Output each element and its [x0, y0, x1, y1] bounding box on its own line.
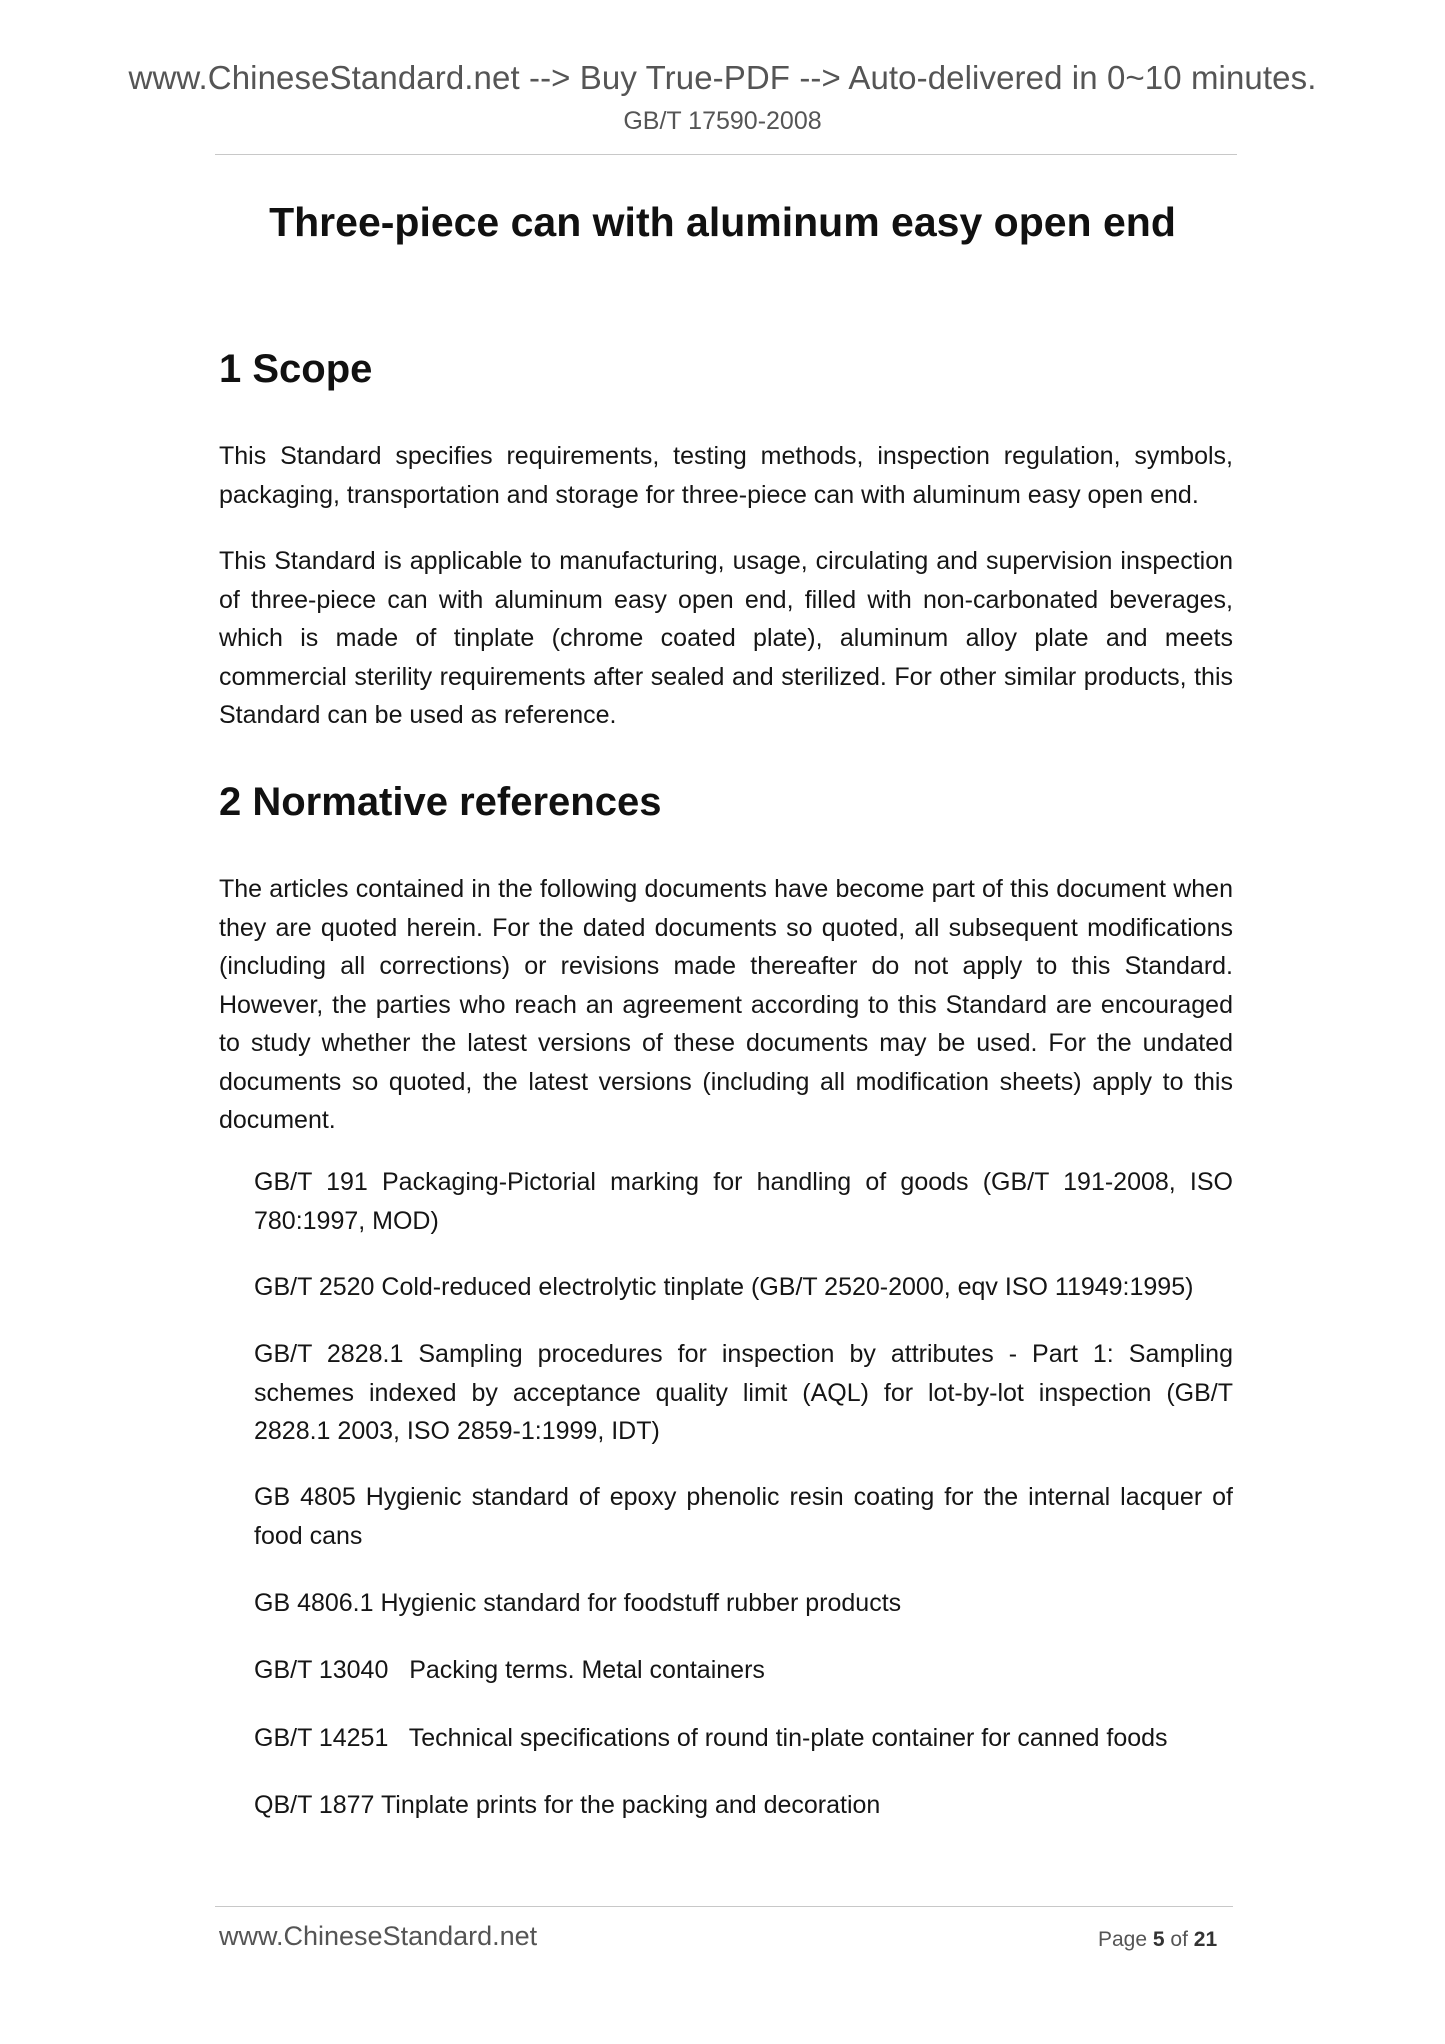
scope-paragraph-1: This Standard specifies requirements, testing methods, inspection regulation, symbols, packaging, transportation and storage for three-piece can with aluminum easy open end.	[219, 442, 1233, 509]
scope-paragraph-2: This Standard is applicable to manufacturing, usage, circulating and supervision inspection of three-piece can with aluminum easy open end, filled with non-carbonated beverages, which is made of tinplate (chrome coated plate), aluminum alloy plate and meets commercial sterility requirements after sealed and sterilized. For other similar products, this Standard can be used as reference.	[219, 547, 1233, 729]
footer-site-link[interactable]: www.ChineseStandard.net	[219, 1921, 538, 1951]
reference-item: GB/T 13040 Packing terms. Metal containers	[254, 1656, 765, 1684]
header-standard-number: GB/T 17590-2008	[623, 107, 822, 135]
reference-item: GB/T 14251 Technical specifications of round tin-plate container for canned foods	[254, 1724, 1168, 1752]
page-total: 21	[1193, 1928, 1218, 1951]
page-header	[0, 58, 1445, 138]
reference-item: GB/T 2520 Cold-reduced electrolytic tinplate (GB/T 2520-2000, eqv ISO 11949:1995)	[254, 1273, 1194, 1301]
section-heading-scope: 1 Scope	[219, 347, 373, 391]
reference-item: GB 4806.1 Hygienic standard for foodstuff rubber products	[254, 1589, 902, 1617]
reference-item: GB 4805 Hygienic standard of epoxy phenolic resin coating for the internal lacquer of food cans	[254, 1483, 1233, 1550]
references-intro-paragraph: The articles contained in the following documents have become part of this document when they are quoted herein. For the dated documents so quoted, all subsequent modifications (including all corrections) or revisions made thereafter do not apply to this Standard. However, the parties who reach an agreement according to this Standard are encouraged to study whether the latest versions of these documents may be used. For the undated documents so quoted, the latest versions (including all modification sheets) apply to this document.	[219, 875, 1233, 1134]
header-banner: www.ChineseStandard.net --> Buy True-PDF --> Auto-delivered in 0~10 minutes.	[128, 59, 1317, 96]
footer-divider	[215, 1906, 1233, 1907]
page-indicator	[1098, 1928, 1217, 1952]
reference-item: QB/T 1877 Tinplate prints for the packing and decoration	[254, 1791, 881, 1819]
section-heading-normative-references: 2 Normative references	[219, 780, 662, 824]
document-title: Three-piece can with aluminum easy open end	[269, 199, 1176, 245]
page-current: 5	[1152, 1928, 1165, 1951]
page-label: Page	[1098, 1928, 1148, 1951]
header-divider	[215, 154, 1237, 155]
reference-item: GB/T 2828.1 Sampling procedures for inspection by attributes - Part 1: Sampling schemes indexed by acceptance quality limit (AQL) for lot-by-lot inspection (GB/T 2828.1 2003, ISO 2859-1:1999, IDT)	[254, 1340, 1233, 1445]
page-of-label: of	[1170, 1928, 1188, 1951]
reference-item: GB/T 191 Packaging-Pictorial marking for handling of goods (GB/T 191-2008, ISO 780:1997, MOD)	[254, 1168, 1233, 1235]
